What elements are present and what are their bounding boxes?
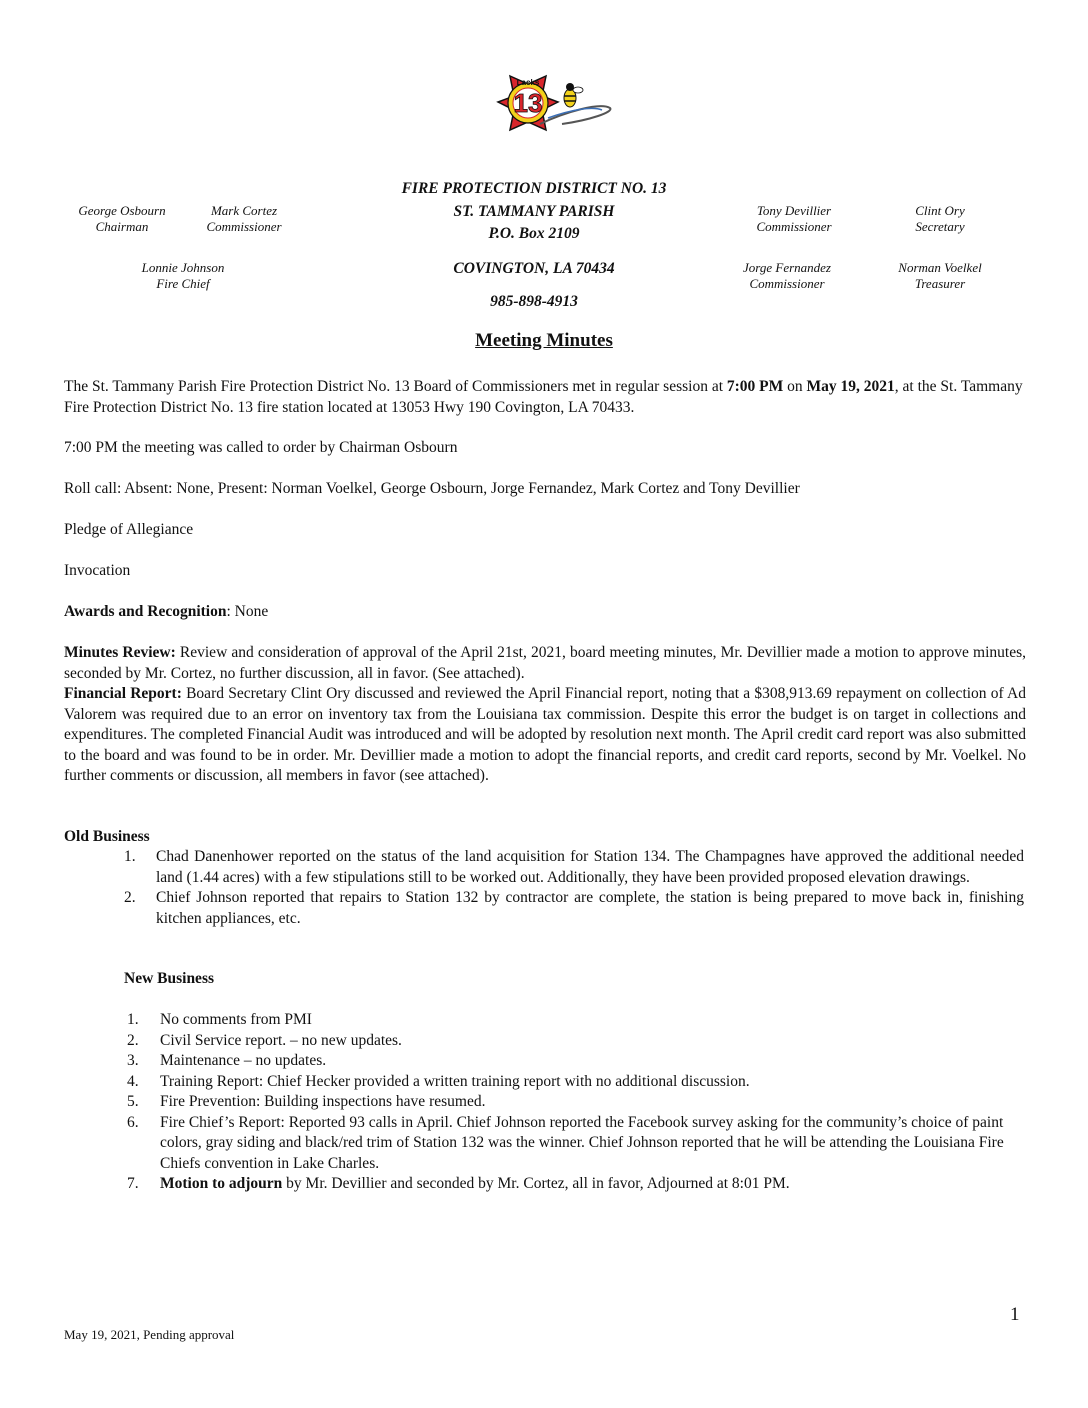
po-box: P.O. Box 2109: [488, 225, 580, 242]
list-item-text: Chief Johnson reported that repairs to Station 132 by contractor are complete, the station is being prepared to move back in, finishing kitchen appliances, etc.: [156, 889, 1024, 927]
officer-title: Fire Chief: [156, 276, 210, 291]
minutes-review-label: Minutes Review:: [64, 644, 176, 661]
officer-cortez: [174, 203, 314, 235]
city-state-zip: COVINGTON, LA 70434: [453, 260, 615, 277]
list-item-text: Maintenance – no updates.: [160, 1052, 327, 1069]
officer-osbourn: [52, 203, 192, 235]
list-item: [127, 1113, 1028, 1175]
roll-call: Roll call: Absent: None, Present: Norman Voelkel, George Osbourn, Jorge Fernandez, Mark Cortez and Tony Devillier: [64, 480, 800, 497]
financial-report-label: Financial Report:: [64, 685, 182, 702]
list-item-text: Training Report: Chief Hecker provided a written training report with no additional discussion.: [160, 1072, 750, 1090]
list-item: [127, 1051, 1028, 1072]
awards-text: : None: [226, 603, 269, 620]
footer-status: May 19, 2021, Pending approval: [64, 1327, 235, 1342]
officer-name: Lonnie Johnson: [141, 260, 225, 275]
district-name: FIRE PROTECTION DISTRICT NO. 13: [401, 180, 667, 197]
officer-voelkel: [870, 260, 1010, 292]
minutes-review: [64, 643, 1026, 684]
list-item: [127, 1031, 1028, 1052]
awards-label: Awards and Recognition: [64, 603, 227, 620]
list-item: [124, 888, 1024, 929]
officer-title: Chairman: [95, 219, 149, 234]
officer-title: Commissioner: [756, 219, 832, 234]
new-business-list: [127, 1010, 1028, 1195]
financial-report-text: Board Secretary Clint Ory discussed and reviewed the April Financial report, noting that a $308,913.69 repayment on collection of Ad Valorem was required due to an error on inventory tax from the Louisiana tax commission. Despite this error the budget is on target in collections and expenditures. The completed Financial Audit was introduced and will be adopted by resolution next month. The April credit card report was also submitted to the board and was found to be in order. Mr. Devillier made a motion to adopt the financial reports, and credit card reports, second by Mr. Voelkel. No further comments or discussion, all members in favor (see attached).: [64, 685, 1026, 784]
list-item: [127, 1072, 1028, 1093]
officer-ory: [870, 203, 1010, 235]
page-number: 1: [1010, 1304, 1020, 1325]
officer-name: Tony Devillier: [756, 203, 832, 218]
parish-name: ST. TAMMANY PARISH: [453, 203, 615, 220]
list-item-text: by Mr. Devillier and seconded by Mr. Cortez, all in favor, Adjourned at 8:01 PM.: [282, 1175, 790, 1192]
minutes-review-text: Review and consideration of approval of the April 21st, 2021, board meeting minutes, Mr. Devillier made a motion to approve minutes, seconded by Mr. Cortez, no further discussion, all in favor. (See attached).: [64, 644, 1026, 682]
list-item: [127, 1010, 1028, 1031]
officer-title: Commissioner: [749, 276, 825, 291]
list-item-text: Fire Prevention: Building inspections have resumed.: [160, 1093, 486, 1110]
officer-name: Mark Cortez: [210, 203, 278, 218]
officer-devillier: [724, 203, 864, 235]
new-business-heading: New Business: [124, 970, 215, 987]
motion-label: Motion to adjourn: [160, 1175, 283, 1192]
bee-icon: [564, 83, 583, 107]
awards-recognition: [64, 602, 1026, 623]
list-number: 5.: [127, 1093, 139, 1110]
list-number: 2.: [124, 889, 136, 906]
list-item-text: Chad Danenhower reported on the status of the land acquisition for Station 134. The Champagnes have approved the additional needed land (1.44 acres) with a few stipulations still to be worked out. Additionally, they have been provided proposed elevation drawings.: [156, 848, 1024, 886]
intro-text-b: on: [783, 378, 807, 395]
district-13-logo: [470, 72, 618, 158]
list-number: 3.: [127, 1052, 139, 1069]
list-number: 1.: [127, 1011, 139, 1028]
intro-text-a: The St. Tammany Parish Fire Protection District No. 13 Board of Commissioners met in regular session at: [64, 378, 727, 395]
intro-text-c: , at the St. Tammany Fire Protection District No. 13 fire station located at 13053 Hwy 190 Covington, LA 70433.: [64, 378, 1023, 416]
invocation: Invocation: [64, 562, 131, 579]
list-item: [127, 1092, 1028, 1113]
list-item: [127, 1174, 1028, 1195]
page-title: Meeting Minutes: [475, 330, 613, 351]
officer-johnson: [113, 260, 253, 292]
officer-fernandez: [717, 260, 857, 292]
officer-name: Clint Ory: [915, 203, 965, 218]
logo-arc-text: Lacks: [516, 78, 540, 87]
officer-title: Commissioner: [206, 219, 282, 234]
list-number: 6.: [127, 1113, 139, 1131]
meeting-time: 7:00 PM: [726, 378, 784, 395]
officer-title: Secretary: [915, 219, 965, 234]
officer-name: Jorge Fernandez: [743, 260, 831, 275]
list-number: 1.: [124, 848, 136, 865]
intro-paragraph: [64, 377, 1026, 418]
call-to-order: 7:00 PM the meeting was called to order by Chairman Osbourn: [64, 439, 458, 456]
old-business-heading: Old Business: [64, 828, 150, 845]
pledge: Pledge of Allegiance: [64, 521, 194, 538]
list-item-text: Civil Service report. – no new updates.: [160, 1031, 402, 1049]
old-business-list: [124, 847, 1024, 929]
list-number: 7.: [127, 1175, 139, 1192]
officer-name: Norman Voelkel: [898, 260, 982, 275]
logo-number: 13: [513, 88, 543, 118]
meeting-date: May 19, 2021: [806, 378, 895, 395]
list-number: 4.: [127, 1072, 139, 1090]
list-number: 2.: [127, 1031, 139, 1049]
list-item: [124, 847, 1024, 888]
financial-report: [64, 684, 1026, 787]
officer-name: George Osbourn: [78, 203, 166, 218]
list-item-text: Fire Chief’s Report: Reported 93 calls in April. Chief Johnson reported the Facebook survey asking for the community’s choice of paint colors, gray siding and black/red trim of Station 132 was the winner. Chief Johnson reported that he will be attending the Louisiana Fire Chiefs convention in Lake Charles.: [160, 1113, 1004, 1172]
officer-title: Treasurer: [914, 276, 966, 291]
list-item-text: No comments from PMI: [160, 1011, 312, 1028]
phone-number: 985-898-4913: [490, 293, 578, 310]
